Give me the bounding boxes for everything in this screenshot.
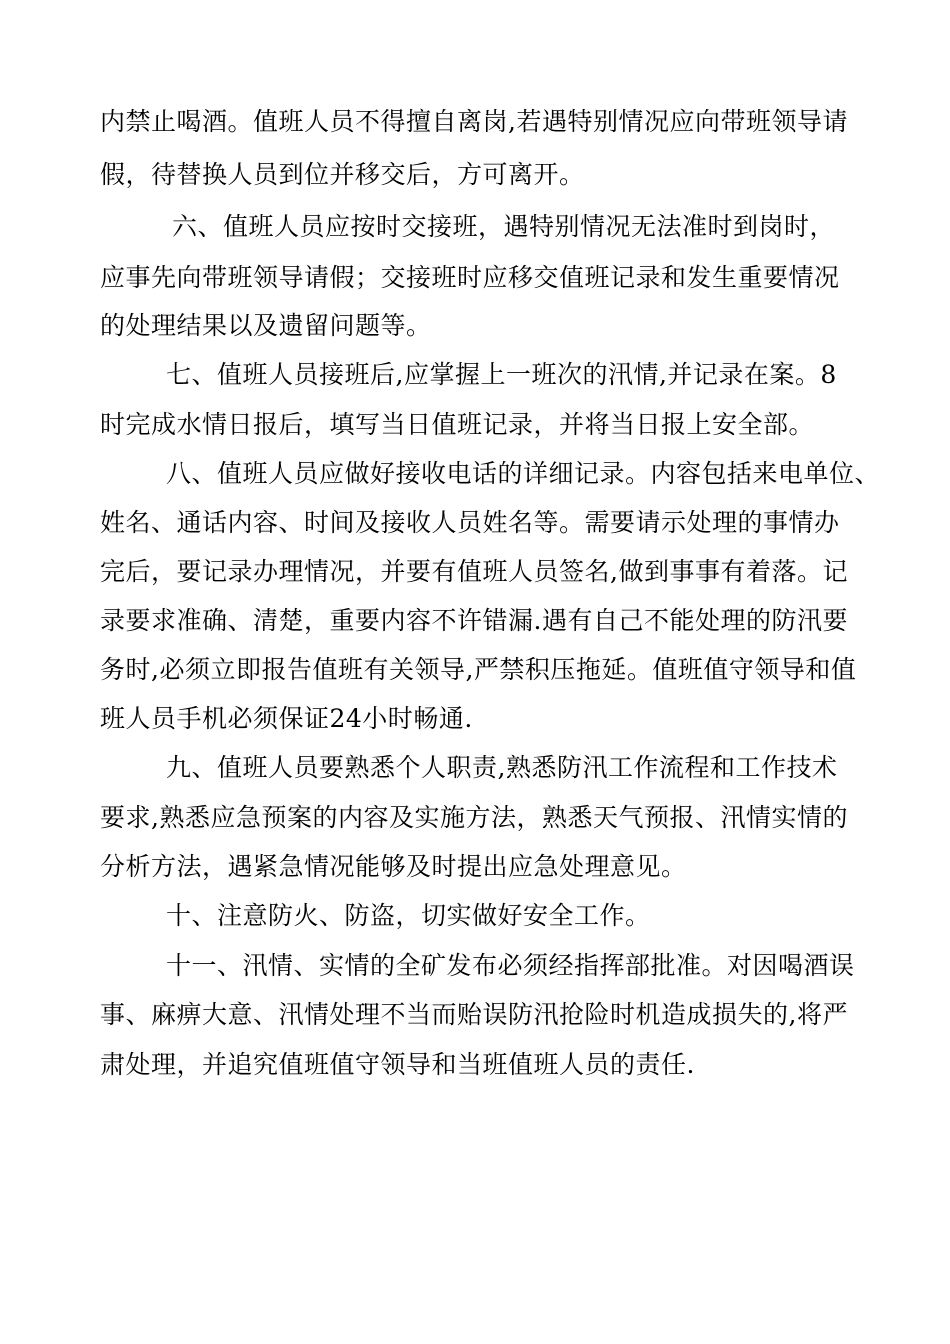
text-line: 分析方法，遇紧急情况能够及时提出应急处理意见。 bbox=[100, 852, 687, 881]
text-line: 六、值班人员应按时交接班，遇特别情况无法准时到岗时， bbox=[172, 212, 836, 241]
text-line: 十一、汛情、实情的全矿发布必须经指挥部批准。对因喝酒误 bbox=[166, 951, 855, 980]
text-line: 八、值班人员应做好接收电话的详细记录。内容包括来电单位、 bbox=[166, 459, 881, 488]
text-line: 录要求准确、清楚，重要内容不许错漏.遇有自己不能处理的防汛要 bbox=[100, 606, 848, 635]
text-line: 肃处理，并追究值班值守领导和当班值班人员的责任. bbox=[100, 1050, 695, 1079]
text-line: 时完成水情日报后，填写当日值班记录，并将当日报上安全部。 bbox=[100, 410, 815, 439]
text-line: 十、注意防火、防盗，切实做好安全工作。 bbox=[166, 901, 651, 930]
text-line: 的处理结果以及遗留问题等。 bbox=[100, 311, 432, 340]
text-line: 假，待替换人员到位并移交后，方可离开。 bbox=[100, 160, 585, 189]
text-line: 应事先向带班领导请假；交接班时应移交值班记录和发生重要情况 bbox=[100, 263, 840, 292]
text-line: 七、值班人员接班后,应掌握上一班次的汛情,并记录在案。8 bbox=[166, 360, 837, 389]
text-line: 内禁止喝酒。值班人员不得擅自离岗,若遇特别情况应向带班领导请 bbox=[100, 107, 848, 136]
text-line: 务时,必须立即报告值班有关领导,严禁积压拖延。值班值守领导和值 bbox=[100, 655, 857, 684]
text-line: 要求,熟悉应急预案的内容及实施方法，熟悉天气预报、汛情实情的 bbox=[100, 803, 848, 832]
text-line: 班人员手机必须保证24小时畅通. bbox=[100, 704, 473, 733]
text-line: 姓名、通话内容、时间及接收人员姓名等。需要请示处理的事情办 bbox=[100, 508, 840, 537]
text-line: 完后，要记录办理情况，并要有值班人员签名,做到事事有着落。记 bbox=[100, 557, 848, 586]
text-line: 九、值班人员要熟悉个人职责,熟悉防汛工作流程和工作技术 bbox=[166, 753, 838, 782]
text-line: 事、麻痹大意、汛情处理不当而贻误防汛抢险时机造成损失的,将严 bbox=[100, 1000, 848, 1029]
